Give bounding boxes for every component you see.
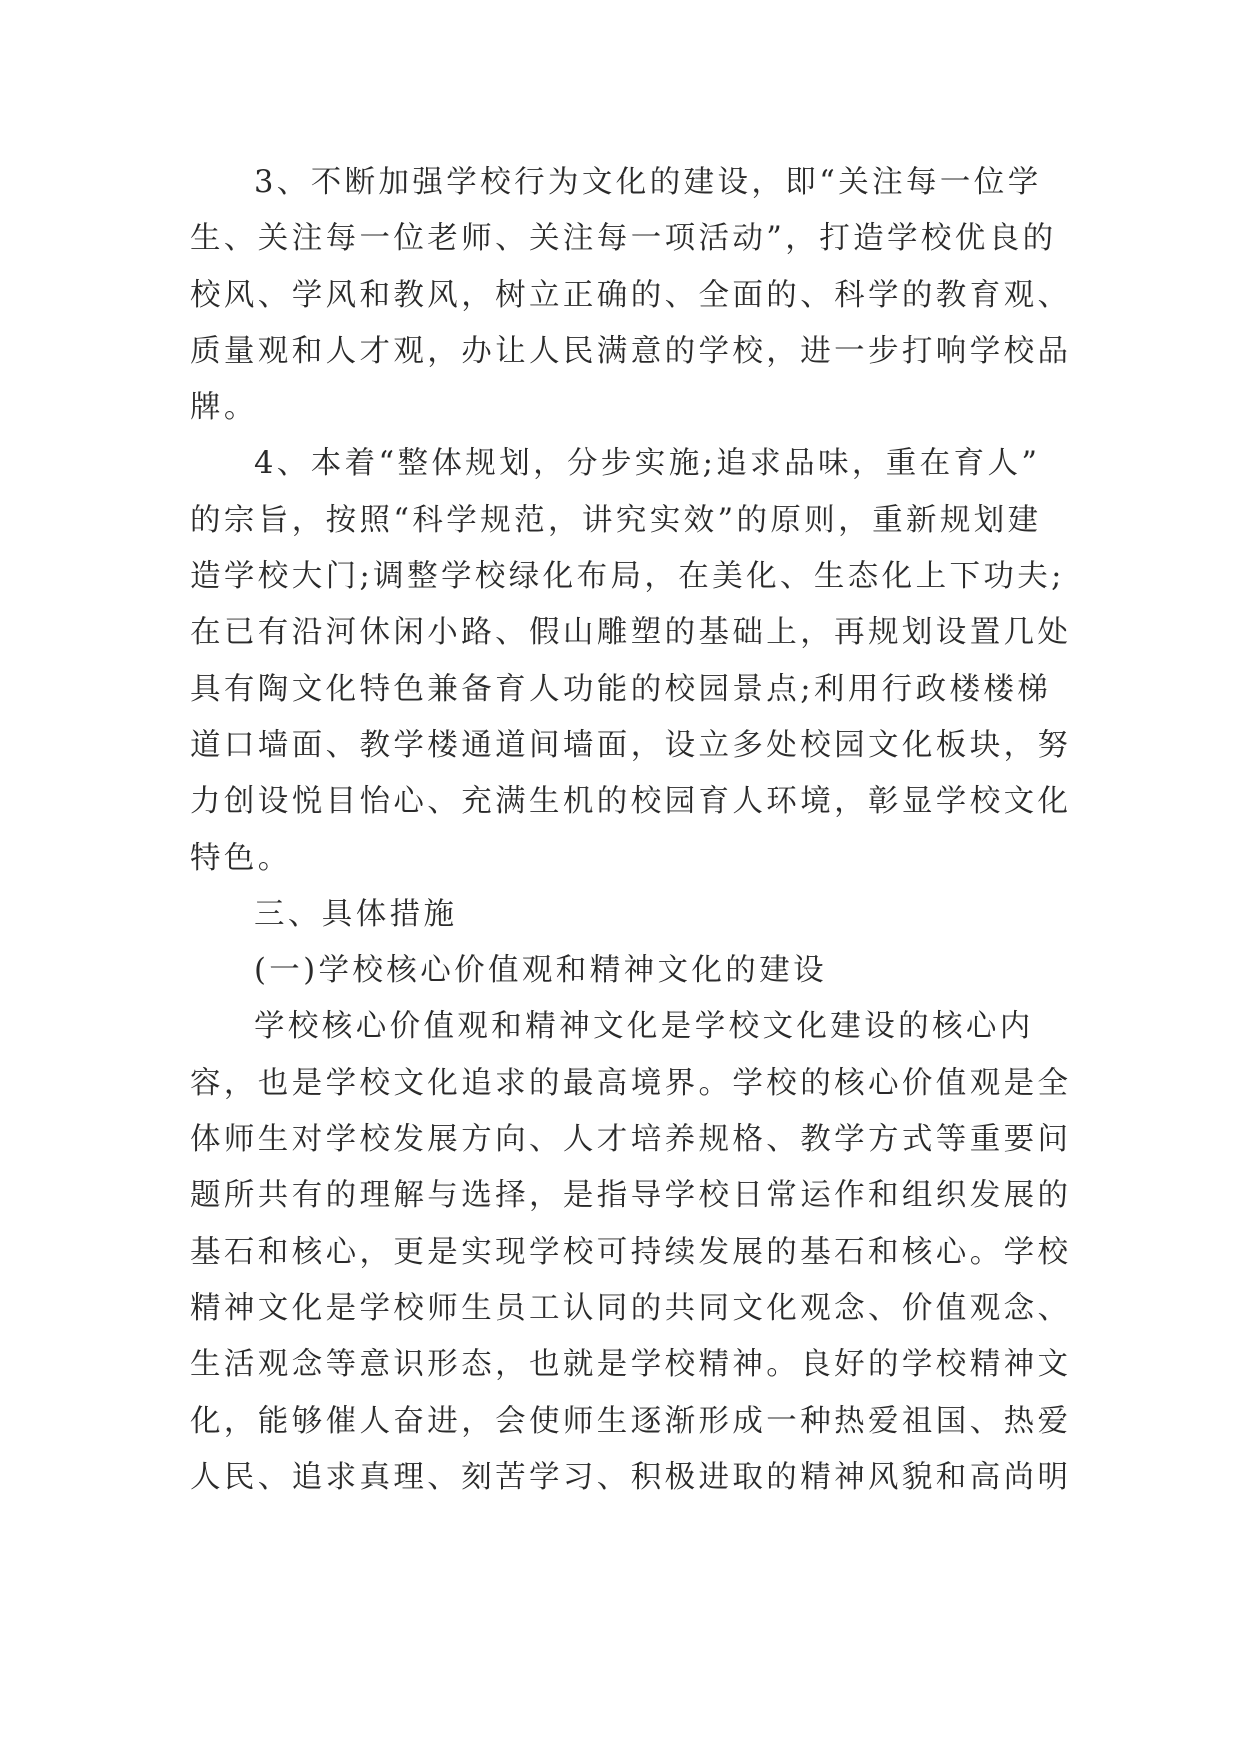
- text-line: 力创设悦目怡心、充满生机的校园育人环境，彰显学校文化: [190, 784, 1072, 820]
- section-heading: 三、具体措施: [254, 896, 458, 932]
- text-line: 生、关注每一位老师、关注每一项活动”，打造学校优良的: [190, 221, 1057, 257]
- text-line: 生活观念等意识形态，也就是学校精神。良好的学校精神文: [190, 1347, 1072, 1383]
- text-line: 4、本着“整体规划，分步实施;追求品味，重在育人”: [254, 446, 1041, 482]
- text-line: 具有陶文化特色兼备育人功能的校园景点;利用行政楼楼梯: [190, 671, 1052, 707]
- text-line: 学校核心价值观和精神文化是学校文化建设的核心内: [254, 1009, 1034, 1045]
- section-heading-measures: [190, 887, 1055, 943]
- text-line: 的宗旨，按照“科学规范，讲究实效”的原则，重新规划建: [190, 502, 1042, 538]
- subsection-heading: (一)学校核心价值观和精神文化的建设: [254, 953, 827, 989]
- text-line: 3、不断加强学校行为文化的建设，即“关注每一位学: [254, 165, 1042, 200]
- text-line: 牌。: [190, 390, 258, 426]
- paragraph-campus-environment: [190, 436, 1072, 886]
- text-line: 特色。: [190, 840, 292, 876]
- document-body: [190, 155, 1072, 1506]
- text-line: 容，也是学校文化追求的最高境界。学校的核心价值观是全: [190, 1065, 1072, 1101]
- text-line: 基石和核心，更是实现学校可持续发展的基石和核心。学校: [190, 1234, 1072, 1270]
- text-line: 在已有沿河休闲小路、假山雕塑的基础上，再规划设置几处: [190, 615, 1072, 651]
- text-line: 人民、追求真理、刻苦学习、积极进取的精神风貌和高尚明: [190, 1459, 1072, 1495]
- text-line: 体师生对学校发展方向、人才培养规格、教学方式等重要问: [190, 1122, 1072, 1158]
- subsection-heading-core-values: [190, 943, 1055, 999]
- text-line: 精神文化是学校师生员工认同的共同文化观念、价值观念、: [190, 1290, 1072, 1326]
- text-line: 造学校大门;调整学校绿化布局，在美化、生态化上下功夫;: [190, 559, 1065, 595]
- text-line: 化，能够催人奋进，会使师生逐渐形成一种热爱祖国、热爱: [190, 1403, 1072, 1439]
- paragraph-behavior-culture: [190, 155, 1072, 436]
- text-line: 校风、学风和教风，树立正确的、全面的、科学的教育观、: [190, 277, 1072, 313]
- text-line: 题所共有的理解与选择，是指导学校日常运作和组织发展的: [190, 1178, 1072, 1214]
- text-line: 质量观和人才观，办让人民满意的学校，进一步打响学校品: [190, 333, 1072, 369]
- text-line: 道口墙面、教学楼通道间墙面，设立多处校园文化板块，努: [190, 727, 1072, 763]
- paragraph-core-values: [190, 999, 1072, 1506]
